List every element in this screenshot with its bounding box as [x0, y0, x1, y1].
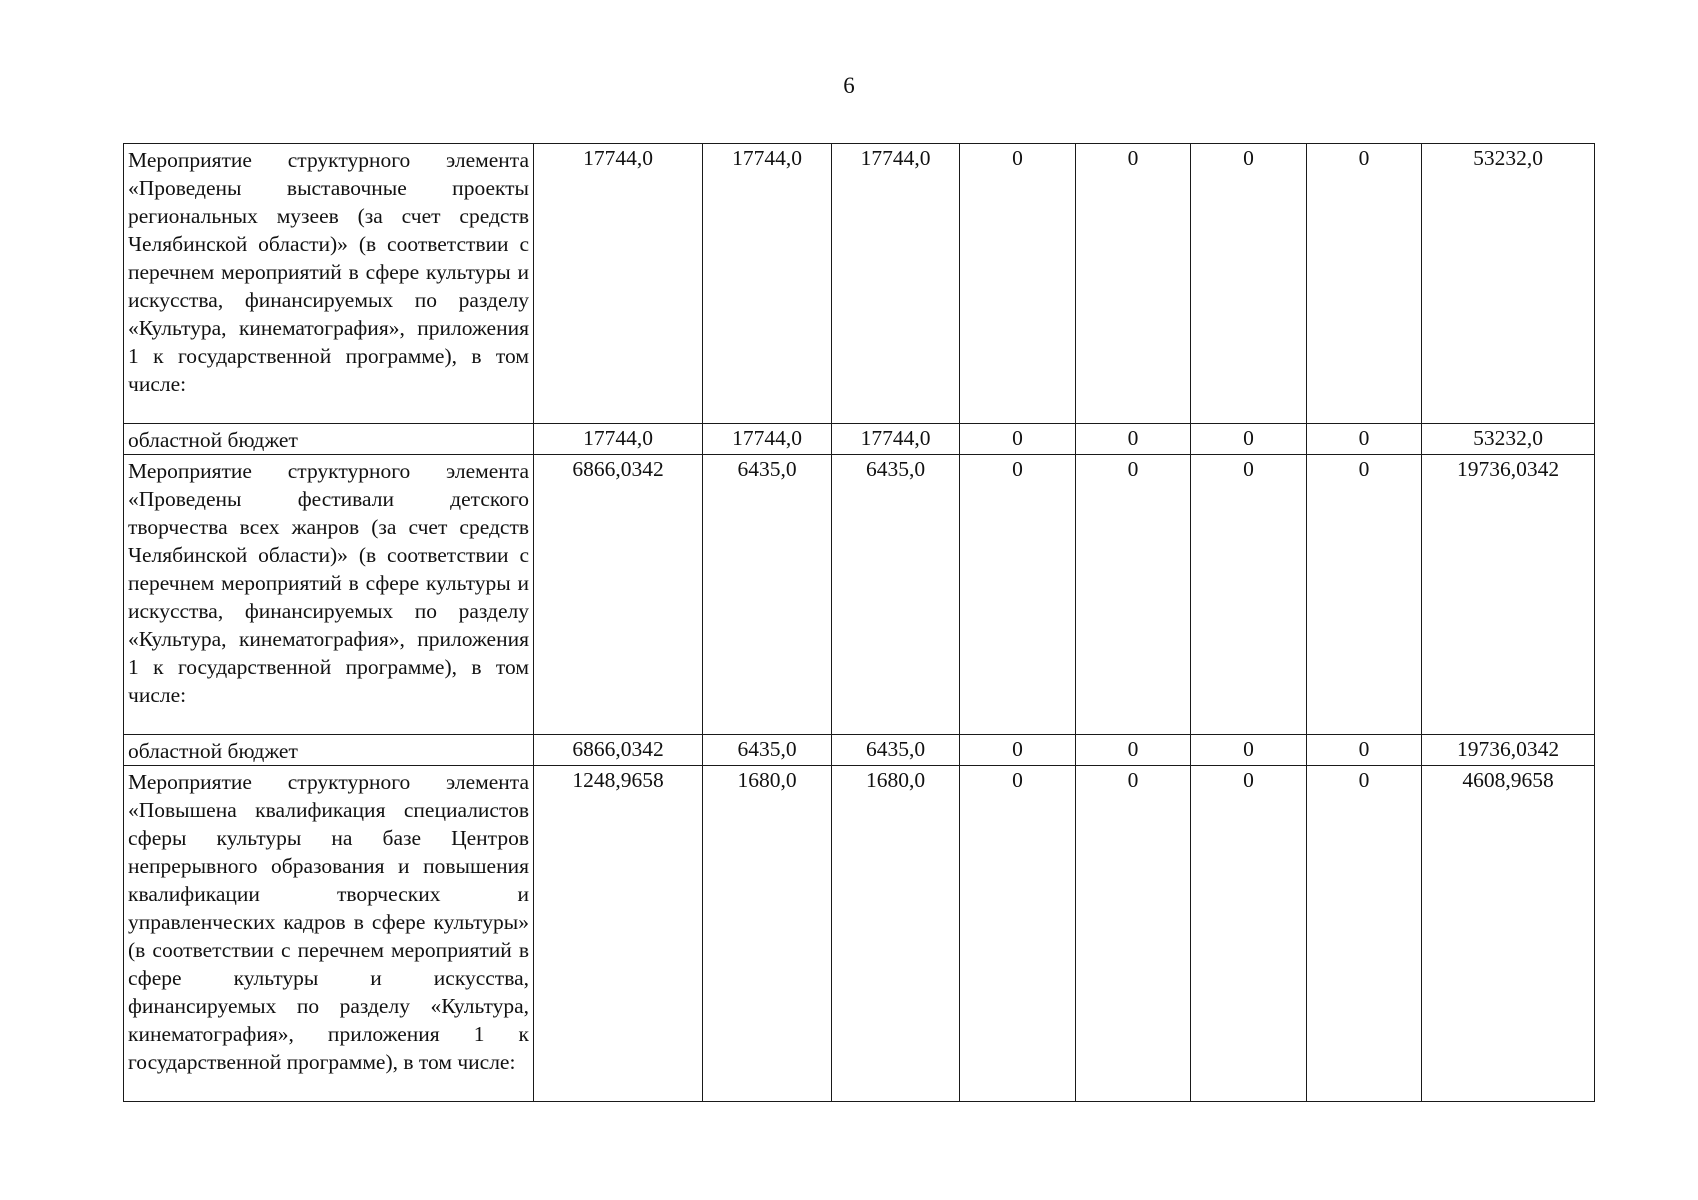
value-cell: 0: [960, 424, 1076, 455]
value-cell: 0: [1191, 144, 1307, 424]
value-cell: 1680,0: [703, 766, 832, 1102]
value-cell: 0: [1191, 455, 1307, 735]
value-cell: 0: [1076, 144, 1191, 424]
value-cell: 1248,9658: [534, 766, 703, 1102]
value-cell: 0: [1076, 766, 1191, 1102]
budget-source: областной бюджет: [128, 739, 298, 763]
budget-source: областной бюджет: [128, 428, 298, 452]
value-cell: 17744,0: [832, 144, 960, 424]
table-row: [124, 455, 1595, 735]
value-cell: 0: [1191, 735, 1307, 766]
value-cell: 0: [1307, 424, 1422, 455]
budget-table: [123, 143, 1595, 1102]
event-description: Мероприятие структурного элемента «Проведены выставочные проекты региональных музеев (за счет средств Челябинской области)» (в соответствии с перечнем мероприятий в сфере культуры и искусства, финансируемых по разделу «Культура, кинематография», приложения 1 к государственной программе), в том числе:: [128, 148, 529, 396]
value-cell: 0: [960, 144, 1076, 424]
value-cell: 17744,0: [534, 424, 703, 455]
event-description-cell: [124, 766, 534, 1102]
total-cell: 19736,0342: [1422, 455, 1595, 735]
event-description-cell: [124, 455, 534, 735]
budget-source-cell: [124, 424, 534, 455]
value-cell: 6435,0: [703, 735, 832, 766]
value-cell: 0: [1307, 144, 1422, 424]
event-description: Мероприятие структурного элемента «Повышена квалификация специалистов сферы культуры на базе Центров непрерывного образования и повышения квалификации творческих и управленческих кадров в сфере культуры» (в соответствии с перечнем мероприятий в сфере культуры и искусства, финансируемых по разделу «Культура, кинематография», приложения 1 к государственной программе), в том числе:: [128, 770, 529, 1074]
total-cell: 53232,0: [1422, 424, 1595, 455]
value-cell: 0: [1191, 424, 1307, 455]
value-cell: 17744,0: [832, 424, 960, 455]
total-cell: 19736,0342: [1422, 735, 1595, 766]
table-row: [124, 424, 1595, 455]
value-cell: 0: [1076, 424, 1191, 455]
value-cell: 0: [1076, 735, 1191, 766]
value-cell: 0: [1307, 766, 1422, 1102]
value-cell: 0: [960, 766, 1076, 1102]
event-description: Мероприятие структурного элемента «Проведены фестивали детского творчества всех жанров (за счет средств Челябинской области)» (в соответствии с перечнем мероприятий в сфере культуры и искусства, финансируемых по разделу «Культура, кинематография», приложения 1 к государственной программе), в том числе:: [128, 459, 529, 707]
total-cell: 4608,9658: [1422, 766, 1595, 1102]
event-description-cell: [124, 144, 534, 424]
value-cell: 17744,0: [703, 424, 832, 455]
value-cell: 1680,0: [832, 766, 960, 1102]
value-cell: 0: [1076, 455, 1191, 735]
value-cell: 6866,0342: [534, 735, 703, 766]
value-cell: 6435,0: [703, 455, 832, 735]
page-number: 6: [843, 73, 855, 98]
value-cell: 0: [960, 735, 1076, 766]
table-row: [124, 766, 1595, 1102]
value-cell: 17744,0: [703, 144, 832, 424]
table-row: [124, 144, 1595, 424]
value-cell: 6435,0: [832, 735, 960, 766]
value-cell: 0: [1191, 766, 1307, 1102]
value-cell: 0: [1307, 735, 1422, 766]
value-cell: 6435,0: [832, 455, 960, 735]
value-cell: 17744,0: [534, 144, 703, 424]
value-cell: 0: [960, 455, 1076, 735]
value-cell: 6866,0342: [534, 455, 703, 735]
value-cell: 0: [1307, 455, 1422, 735]
total-cell: 53232,0: [1422, 144, 1595, 424]
table-row: [124, 735, 1595, 766]
budget-source-cell: [124, 735, 534, 766]
